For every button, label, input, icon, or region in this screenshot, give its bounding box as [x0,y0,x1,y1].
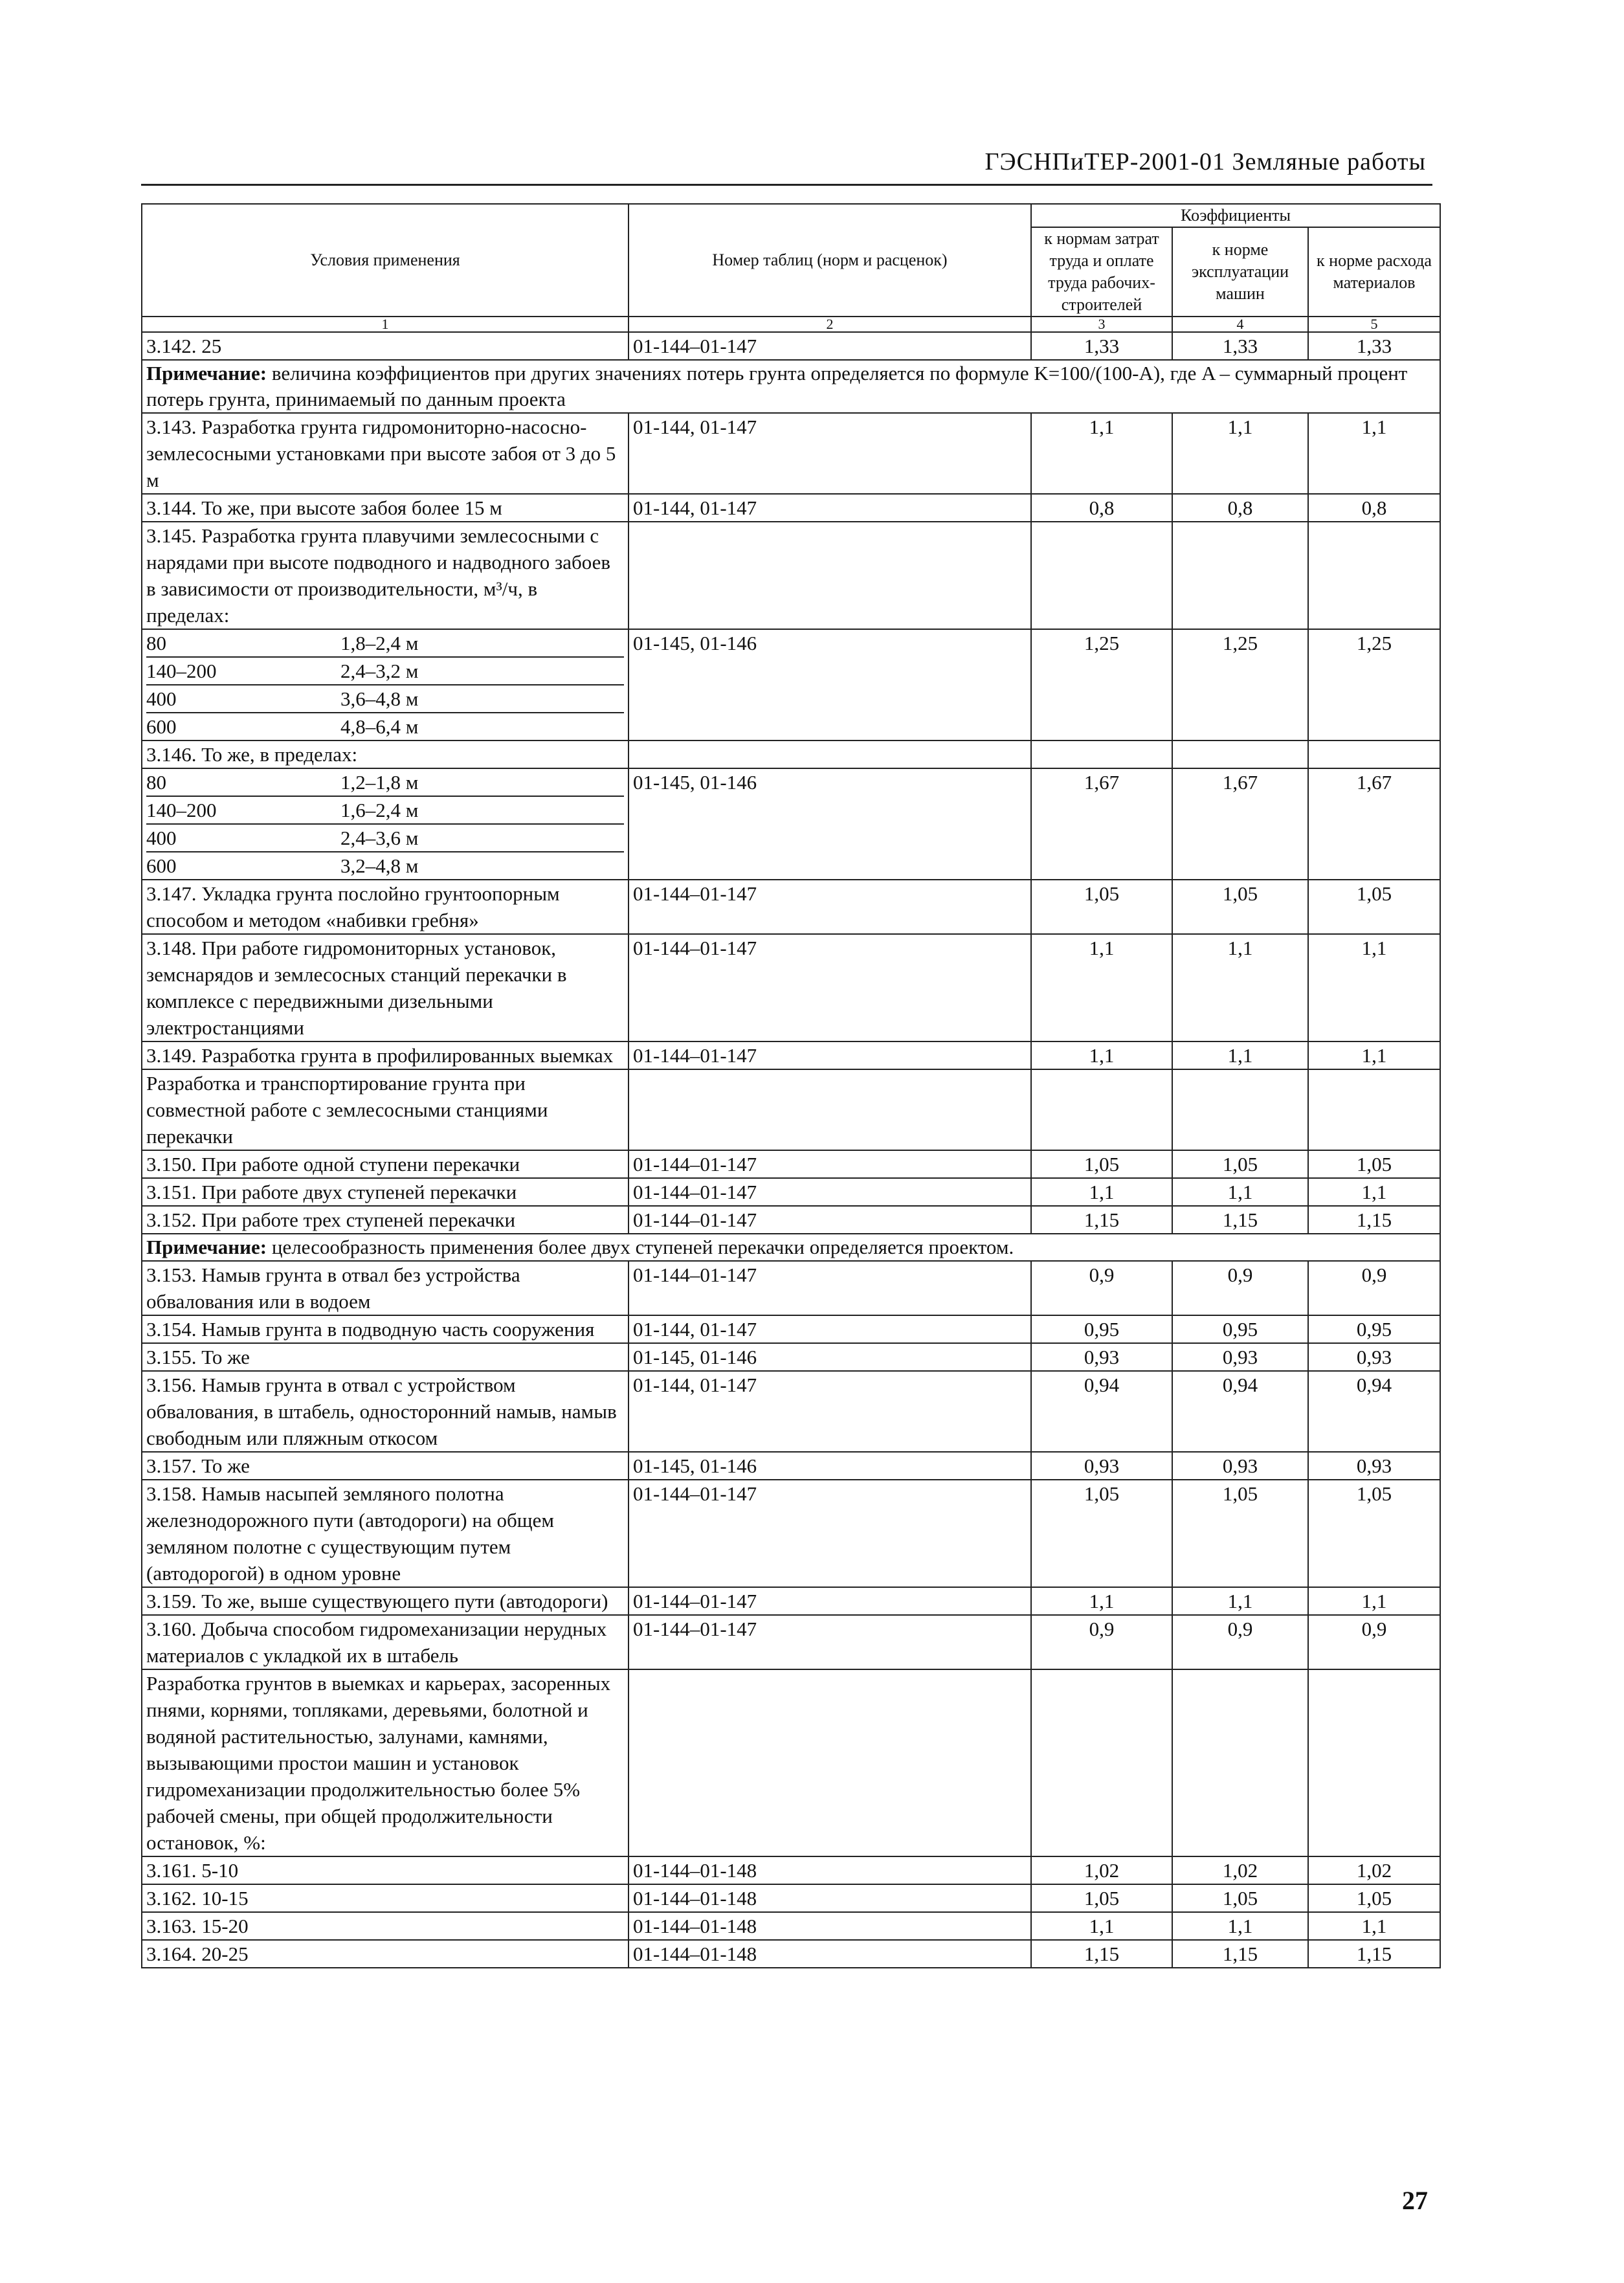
table-row [142,1178,1440,1206]
range-row [146,685,624,713]
table-row [142,1343,1440,1371]
conditions-cell: 3.156. Намыв грунта в отвал с устройством обвалования, в штабель, односторонний намыв, намыв свободным или пляжным откосом [142,1371,628,1452]
coeff-materials-cell [1308,741,1440,768]
table-number-cell: 01-144–01-147 [628,1480,1031,1587]
coeff-machines-cell: 0,93 [1172,1343,1308,1371]
conditions-cell: 3.155. То же [142,1343,628,1371]
coeff-materials-cell: 1,05 [1308,1150,1440,1178]
table-number-cell: 01-145, 01-146 [628,1452,1031,1480]
header-title: ГЭСНПиТЕР-2001-01 Земляные работы [984,148,1426,175]
table-number-cell [628,1669,1031,1856]
coeff-materials-cell: 1,1 [1308,413,1440,494]
coeff-labor-cell: 0,95 [1031,1315,1172,1343]
coeff-labor-cell: 0,9 [1031,1615,1172,1669]
coeff-labor-cell [1031,741,1172,768]
range-height: 4,8–6,4 м [340,715,419,738]
range-subtable [146,769,624,879]
table-number-cell: 01-144–01-148 [628,1856,1031,1884]
coeff-machines-cell: 1,05 [1172,1884,1308,1912]
table-number-cell: 01-144–01-147 [628,1261,1031,1315]
note-label: Примечание: [146,1236,267,1258]
coeff-materials-cell: 1,1 [1308,1041,1440,1069]
coeff-labor-cell: 1,02 [1031,1856,1172,1884]
coeff-labor-cell: 1,05 [1031,1480,1172,1587]
conditions-cell: 3.164. 20-25 [142,1940,628,1968]
coeff-machines-cell: 0,93 [1172,1452,1308,1480]
note-row [142,1234,1440,1261]
coeff-labor-cell: 1,1 [1031,1912,1172,1940]
conditions-cell: 3.161. 5-10 [142,1856,628,1884]
coeff-materials-cell: 0,95 [1308,1315,1440,1343]
coeff-labor-cell: 0,93 [1031,1343,1172,1371]
col-header-materials: к норме расхода материалов [1308,227,1440,317]
conditions-cell: Разработка грунтов в выемках и карьерах, засоренных пнями, корнями, топляками, деревьями, болотной и водяной растительностью, залунами, камнями, вызывающими простои машин и установок гидромеханизации продолжительностью более 5% рабочей смены, при общей продолжительности остановок, %: [142,1669,628,1856]
table-number-cell: 01-144–01-147 [628,1178,1031,1206]
table-header-row [142,204,1440,227]
range-subtable [146,630,624,740]
col-number: 2 [628,317,1031,332]
coeff-materials-cell: 0,9 [1308,1261,1440,1315]
coeff-labor-cell [1031,1669,1172,1856]
range-productivity: 400 [146,685,340,713]
table-number-cell [628,522,1031,629]
table-number-cell: 01-144, 01-147 [628,413,1031,494]
range-row [146,769,624,796]
table-row [142,413,1440,494]
coeff-materials-cell: 1,05 [1308,1884,1440,1912]
conditions-cell: 3.153. Намыв грунта в отвал без устройства обвалования или в водоем [142,1261,628,1315]
table-number-cell: 01-144–01-147 [628,332,1031,360]
range-productivity: 600 [146,715,177,738]
coeff-labor-cell: 1,15 [1031,1940,1172,1968]
range-productivity: 400 [146,824,340,852]
table-row [142,934,1440,1041]
conditions-cell: 3.149. Разработка грунта в профилированных выемках [142,1041,628,1069]
coeff-machines-cell: 0,95 [1172,1315,1308,1343]
conditions-cell: Разработка и транспортирование грунта при совместной работе с землесосными станциями перекачки [142,1069,628,1150]
table-number-cell: 01-145, 01-146 [628,1343,1031,1371]
coeff-materials-cell: 1,1 [1308,1912,1440,1940]
conditions-cell: 3.146. То же, в пределах: [142,741,628,768]
coeff-labor-cell [1031,522,1172,629]
note-cell [142,1234,1440,1261]
range-productivity: 140–200 [146,796,340,824]
table-row [142,1856,1440,1884]
coeff-materials-cell: 1,1 [1308,934,1440,1041]
conditions-cell: 3.144. То же, при высоте забоя более 15 м [142,494,628,522]
table-row [142,1041,1440,1069]
col-number-row [142,317,1440,332]
coeff-machines-cell: 0,8 [1172,494,1308,522]
coeff-machines-cell: 0,94 [1172,1371,1308,1452]
table-number-cell: 01-144, 01-147 [628,494,1031,522]
range-row [146,630,624,657]
coeff-machines-cell: 1,1 [1172,1041,1308,1069]
coeff-materials-cell: 0,8 [1308,494,1440,522]
table-row [142,1206,1440,1234]
conditions-cell: 3.142. 25 [142,332,628,360]
range-row [146,713,624,740]
coeff-machines-cell: 1,25 [1172,629,1308,741]
coeff-materials-cell [1308,1669,1440,1856]
table-row [142,1315,1440,1343]
table-number-cell: 01-145, 01-146 [628,768,1031,880]
conditions-cell: 3.154. Намыв грунта в подводную часть сооружения [142,1315,628,1343]
coeff-labor-cell: 1,1 [1031,934,1172,1041]
coeff-materials-cell: 0,9 [1308,1615,1440,1669]
coeff-labor-cell: 1,67 [1031,768,1172,880]
conditions-cell: 3.159. То же, выше существующего пути (автодороги) [142,1587,628,1615]
table-number-cell: 01-144–01-147 [628,1041,1031,1069]
conditions-cell: 3.152. При работе трех ступеней перекачки [142,1206,628,1234]
coeff-machines-cell [1172,1669,1308,1856]
table-row [142,629,1440,741]
coeff-materials-cell: 0,93 [1308,1343,1440,1371]
coeff-materials-cell: 1,67 [1308,768,1440,880]
coeff-labor-cell: 1,25 [1031,629,1172,741]
coeff-machines-cell: 1,15 [1172,1940,1308,1968]
table-row [142,768,1440,880]
coeff-machines-cell: 1,1 [1172,413,1308,494]
range-height: 2,4–3,2 м [340,657,624,685]
table-row [142,1452,1440,1480]
table-number-cell [628,1069,1031,1150]
table-row [142,494,1440,522]
table-number-cell: 01-145, 01-146 [628,629,1031,741]
coeff-labor-cell: 0,8 [1031,494,1172,522]
coeff-labor-cell [1031,1069,1172,1150]
range-height: 1,8–2,4 м [340,630,624,657]
coeff-materials-cell: 1,15 [1308,1206,1440,1234]
col-number: 3 [1031,317,1172,332]
conditions-cell: 3.150. При работе одной ступени перекачки [142,1150,628,1178]
coeff-materials-cell [1308,1069,1440,1150]
table-number-cell: 01-144–01-147 [628,1615,1031,1669]
col-number: 5 [1308,317,1440,332]
note-row [142,360,1440,413]
coeff-machines-cell: 1,15 [1172,1206,1308,1234]
table-number-cell: 01-144–01-147 [628,1206,1031,1234]
table-row [142,332,1440,360]
range-row [146,796,624,824]
table-row [142,741,1440,768]
conditions-cell: 3.163. 15-20 [142,1912,628,1940]
coeff-machines-cell [1172,741,1308,768]
table-row [142,1261,1440,1315]
range-row [146,852,624,879]
coeff-labor-cell: 1,05 [1031,1150,1172,1178]
table-row [142,1615,1440,1669]
coeff-materials-cell: 1,05 [1308,1480,1440,1587]
coeff-labor-cell: 1,33 [1031,332,1172,360]
table-row [142,1669,1440,1856]
coeff-materials-cell: 1,15 [1308,1940,1440,1968]
conditions-cell [142,629,628,741]
coeff-labor-cell: 1,1 [1031,413,1172,494]
coeff-machines-cell: 1,1 [1172,1912,1308,1940]
range-height: 1,6–2,4 м [340,796,624,824]
conditions-cell: 3.147. Укладка грунта послойно грунтоопорным способом и методом «набивки гребня» [142,880,628,934]
table-row [142,1069,1440,1150]
table-row [142,1480,1440,1587]
table-number-cell: 01-144, 01-147 [628,1371,1031,1452]
note-text: величина коэффициентов при других значениях потерь грунта определяется по формуле K=100/(100-A), где A – суммарный процент потерь грунта, принимаемый по данным проекта [146,362,1408,410]
coeff-labor-cell: 1,15 [1031,1206,1172,1234]
table-number-cell: 01-144–01-148 [628,1940,1031,1968]
coeff-materials-cell: 1,1 [1308,1587,1440,1615]
table-row [142,1884,1440,1912]
table-row [142,880,1440,934]
conditions-cell: 3.158. Намыв насыпей земляного полотна железнодорожного пути (автодороги) на общем земляном полотне с существующим путем (автодорогой) в одном уровне [142,1480,628,1587]
page-header [141,144,1432,186]
range-productivity: 140–200 [146,657,340,685]
coeff-materials-cell: 0,93 [1308,1452,1440,1480]
coeff-machines-cell [1172,522,1308,629]
page-number: 27 [1402,2186,1428,2215]
note-cell [142,360,1440,413]
conditions-cell: 3.143. Разработка грунта гидромониторно-насосно-землесосными установками при высоте забоя от 3 до 5 м [142,413,628,494]
table-number-cell: 01-144–01-148 [628,1884,1031,1912]
conditions-cell: 3.157. То же [142,1452,628,1480]
range-productivity: 80 [146,769,340,796]
col-header-conditions: Условия применения [142,204,628,317]
col-number: 4 [1172,317,1308,332]
range-row [146,824,624,852]
range-productivity: 600 [146,854,177,877]
range-height: 3,6–4,8 м [340,685,624,713]
coeff-machines-cell: 1,05 [1172,1150,1308,1178]
coeff-materials-cell: 1,33 [1308,332,1440,360]
table-row [142,522,1440,629]
table-row [142,1371,1440,1452]
coeff-labor-cell: 1,1 [1031,1587,1172,1615]
conditions-cell: 3.160. Добыча способом гидромеханизации нерудных материалов с укладкой их в штабель [142,1615,628,1669]
coeff-labor-cell: 0,93 [1031,1452,1172,1480]
table-number-cell: 01-144–01-148 [628,1912,1031,1940]
conditions-cell: 3.148. При работе гидромониторных установок, земснарядов и землесосных станций перекачки в комплексе с передвижными дизельными электростанциями [142,934,628,1041]
coeff-materials-cell: 1,02 [1308,1856,1440,1884]
range-height: 1,2–1,8 м [340,769,624,796]
coeff-machines-cell: 1,33 [1172,332,1308,360]
coeff-labor-cell: 0,94 [1031,1371,1172,1452]
table-number-cell [628,741,1031,768]
coeff-machines-cell: 1,1 [1172,934,1308,1041]
coeff-machines-cell: 1,67 [1172,768,1308,880]
coeff-labor-cell: 1,1 [1031,1041,1172,1069]
coeff-machines-cell [1172,1069,1308,1150]
col-header-table-no: Номер таблиц (норм и расценок) [628,204,1031,317]
coeff-machines-cell: 1,02 [1172,1856,1308,1884]
range-height: 3,2–4,8 м [340,854,419,877]
range-productivity: 80 [146,630,340,657]
conditions-cell [142,768,628,880]
coeff-machines-cell: 1,1 [1172,1178,1308,1206]
coeff-labor-cell: 1,1 [1031,1178,1172,1206]
coeff-labor-cell: 1,05 [1031,1884,1172,1912]
conditions-cell: 3.162. 10-15 [142,1884,628,1912]
coeff-labor-cell: 1,05 [1031,880,1172,934]
conditions-cell: 3.151. При работе двух ступеней перекачки [142,1178,628,1206]
coeff-machines-cell: 1,05 [1172,880,1308,934]
col-header-coefficients: Коэффициенты [1031,204,1440,227]
coeff-labor-cell: 0,9 [1031,1261,1172,1315]
coeff-materials-cell: 1,05 [1308,880,1440,934]
coefficients-table [141,203,1441,1968]
table-number-cell: 01-144–01-147 [628,1150,1031,1178]
coeff-machines-cell: 1,1 [1172,1587,1308,1615]
coeff-materials-cell: 0,94 [1308,1371,1440,1452]
col-number: 1 [142,317,628,332]
table-row [142,1912,1440,1940]
table-number-cell: 01-144–01-147 [628,880,1031,934]
table-row [142,1940,1440,1968]
conditions-cell: 3.145. Разработка грунта плавучими землесосными с нарядами при высоте подводного и надводного забоев в зависимости от производительности, м³/ч, в пределах: [142,522,628,629]
note-label: Примечание: [146,362,267,384]
table-number-cell: 01-144–01-147 [628,1587,1031,1615]
coeff-materials-cell: 1,1 [1308,1178,1440,1206]
table-row [142,1587,1440,1615]
coeff-machines-cell: 0,9 [1172,1261,1308,1315]
coeff-materials-cell [1308,522,1440,629]
coeff-machines-cell: 1,05 [1172,1480,1308,1587]
col-header-machines: к норме эксплуатации машин [1172,227,1308,317]
range-height: 2,4–3,6 м [340,824,624,852]
col-header-labor: к нормам затрат труда и оплате труда рабочих-строителей [1031,227,1172,317]
note-text: целесообразность применения более двух ступеней перекачки определяется проектом. [271,1236,1014,1258]
coeff-machines-cell: 0,9 [1172,1615,1308,1669]
table-row [142,1150,1440,1178]
table-number-cell: 01-144, 01-147 [628,1315,1031,1343]
table-number-cell: 01-144–01-147 [628,934,1031,1041]
range-row [146,657,624,685]
coeff-materials-cell: 1,25 [1308,629,1440,741]
